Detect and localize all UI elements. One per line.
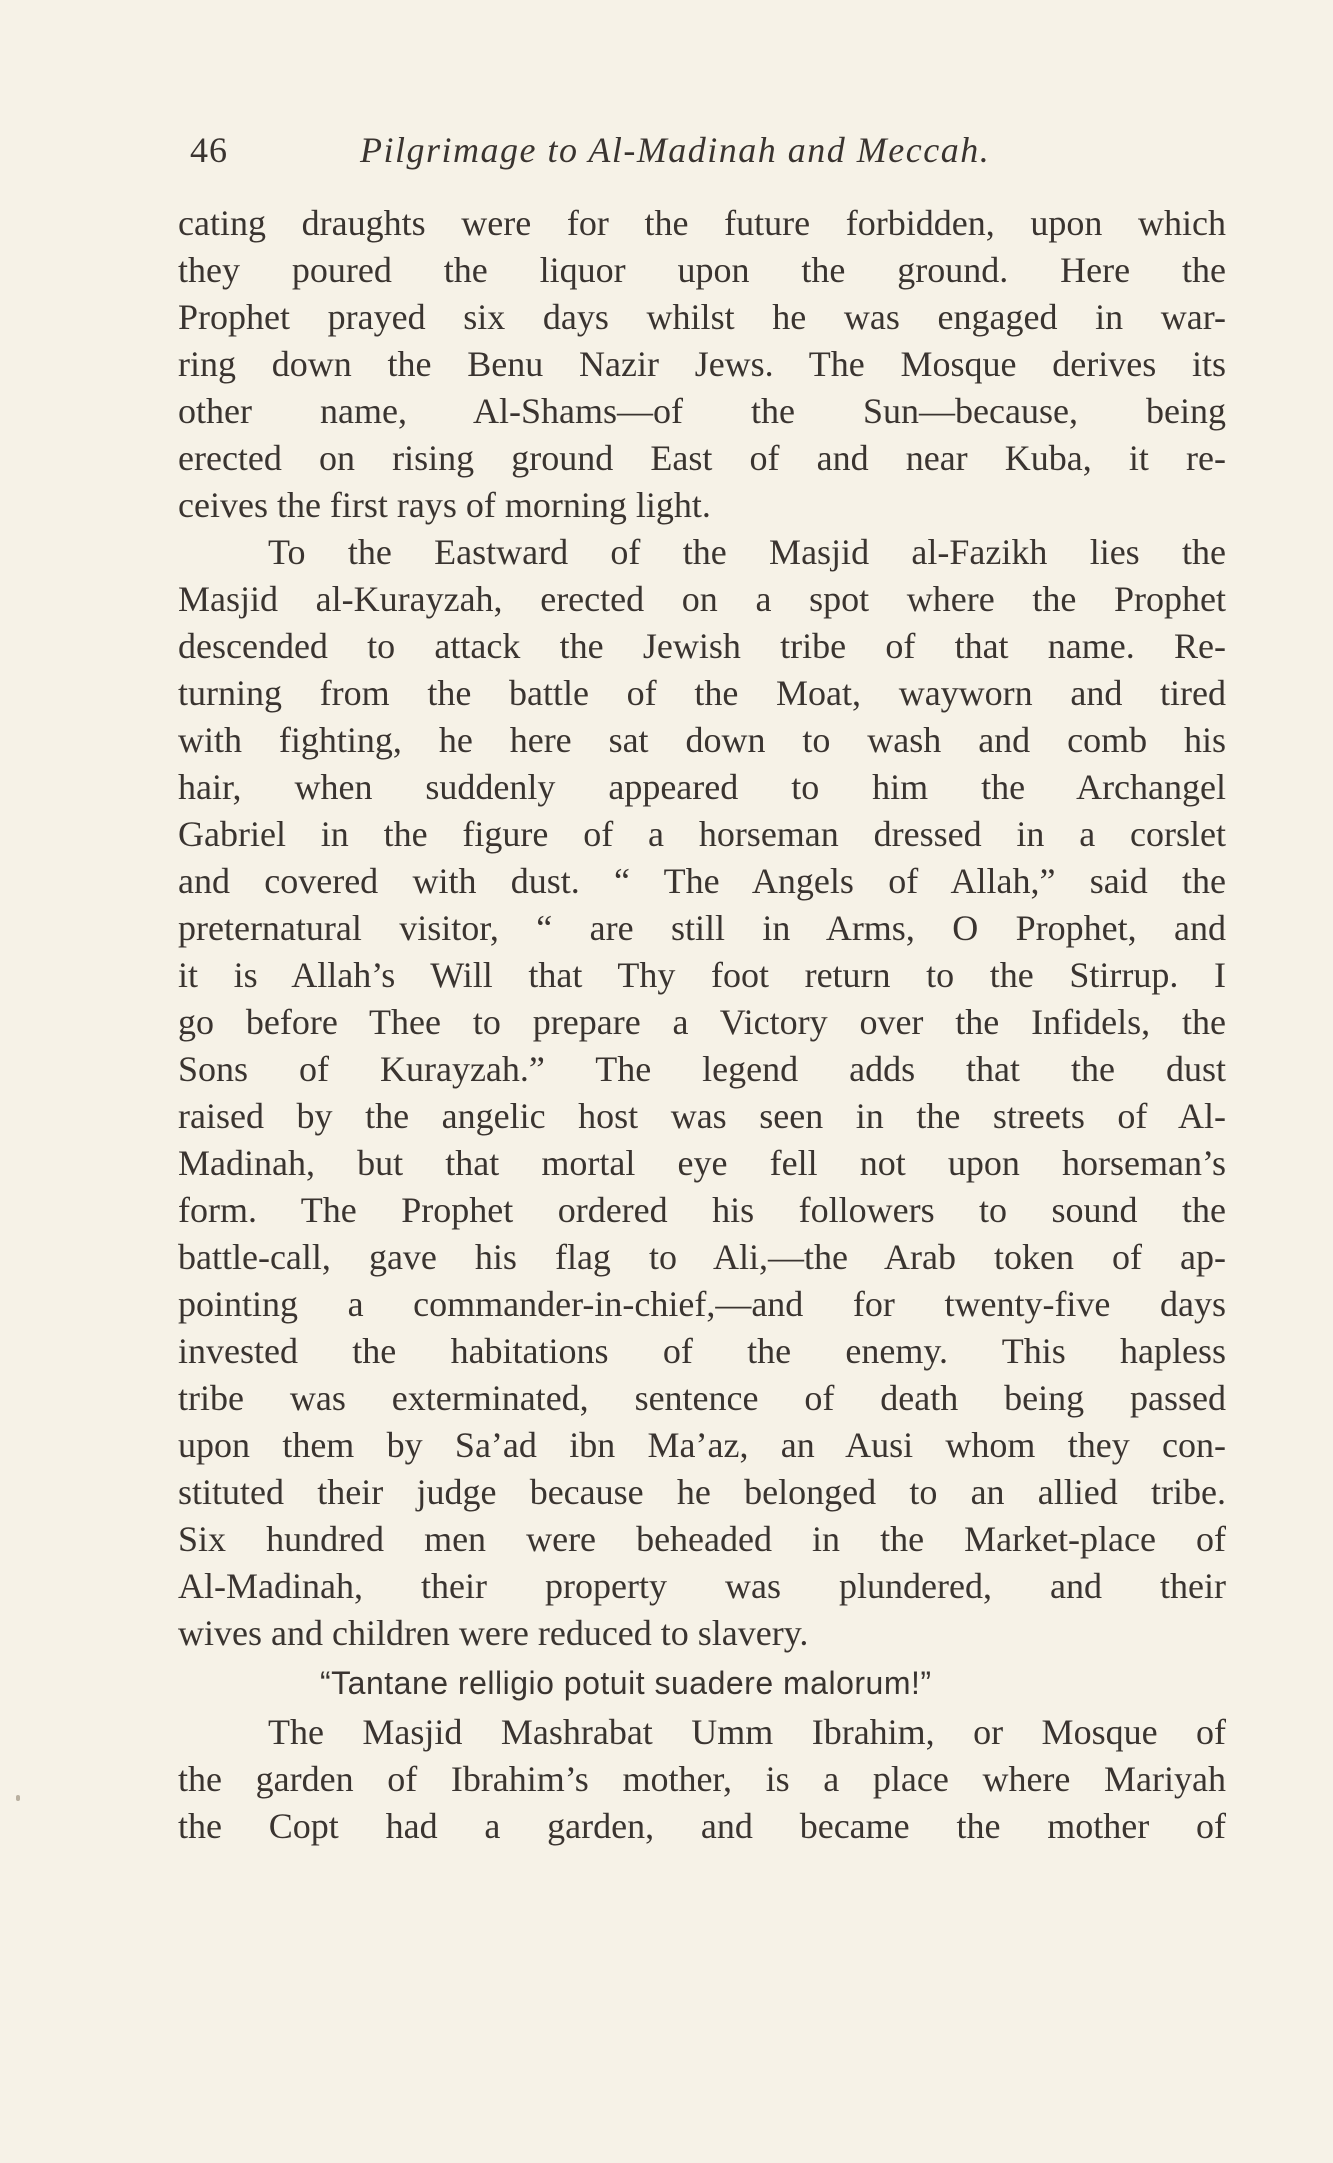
text-line: Al-Madinah, their property was plundered, and their	[178, 1566, 1226, 1606]
text-line: stituted their judge because he belonged to an allied tribe.	[178, 1472, 1226, 1512]
latin-quotation: “Tantane relligio potuit suadere malorum!”	[320, 1665, 932, 1701]
text-line: tribe was exterminated, sentence of death being passed	[178, 1378, 1226, 1418]
text-line: Sons of Kurayzah.” The legend adds that the dust	[178, 1049, 1226, 1089]
text-line: Masjid al-Kurayzah, erected on a spot where the Prophet	[178, 579, 1226, 619]
text-line: go before Thee to prepare a Victory over the Infidels, the	[178, 1002, 1226, 1042]
text-line: the Copt had a garden, and became the mother of	[178, 1806, 1226, 1846]
text-line: invested the habitations of the enemy. This hapless	[178, 1331, 1226, 1371]
text-line: Prophet prayed six days whilst he was engaged in war-	[178, 297, 1226, 337]
text-line: ring down the Benu Nazir Jews. The Mosque derives its	[178, 344, 1226, 384]
running-title: Pilgrimage to Al-Madinah and Meccah.	[360, 130, 991, 170]
text-line: pointing a commander-in-chief,—and for twenty-five days	[178, 1284, 1226, 1324]
text-line: Gabriel in the figure of a horseman dressed in a corslet	[178, 814, 1226, 854]
text-line: with fighting, he here sat down to wash and comb his	[178, 720, 1226, 760]
text-line: they poured the liquor upon the ground. Here the	[178, 250, 1226, 290]
text-line: cating draughts were for the future forbidden, upon which	[178, 203, 1226, 243]
body-text	[178, 200, 1226, 1850]
running-head	[190, 120, 1050, 180]
text-line: battle-call, gave his flag to Ali,—the Arab token of ap-	[178, 1237, 1226, 1277]
text-line: it is Allah’s Will that Thy foot return to the Stirrup. I	[178, 955, 1226, 995]
text-line: raised by the angelic host was seen in the streets of Al-	[178, 1096, 1226, 1136]
text-line: turning from the battle of the Moat, wayworn and tired	[178, 673, 1226, 713]
text-line: Six hundred men were beheaded in the Market-place of	[178, 1519, 1226, 1559]
text-line: To the Eastward of the Masjid al-Fazikh lies the	[268, 532, 1226, 572]
paper-speck	[16, 1795, 20, 1801]
text-line: other name, Al-Shams—of the Sun—because, being	[178, 391, 1226, 431]
page-number: 46	[190, 130, 228, 170]
text-line: and covered with dust. “ The Angels of Allah,” said the	[178, 861, 1226, 901]
text-line: erected on rising ground East of and near Kuba, it re-	[178, 438, 1226, 478]
text-line: form. The Prophet ordered his followers to sound the	[178, 1190, 1226, 1230]
text-line: the garden of Ibrahim’s mother, is a place where Mariyah	[178, 1759, 1226, 1799]
text-line: ceives the first rays of morning light.	[178, 485, 711, 525]
text-line: The Masjid Mashrabat Umm Ibrahim, or Mosque of	[268, 1712, 1226, 1752]
text-line: wives and children were reduced to slavery.	[178, 1613, 809, 1653]
text-line: descended to attack the Jewish tribe of that name. Re-	[178, 626, 1226, 666]
text-line: hair, when suddenly appeared to him the Archangel	[178, 767, 1226, 807]
text-line: Madinah, but that mortal eye fell not upon horseman’s	[178, 1143, 1226, 1183]
text-line: preternatural visitor, “ are still in Arms, O Prophet, and	[178, 908, 1226, 948]
text-line: upon them by Sa’ad ibn Ma’az, an Ausi whom they con-	[178, 1425, 1226, 1465]
